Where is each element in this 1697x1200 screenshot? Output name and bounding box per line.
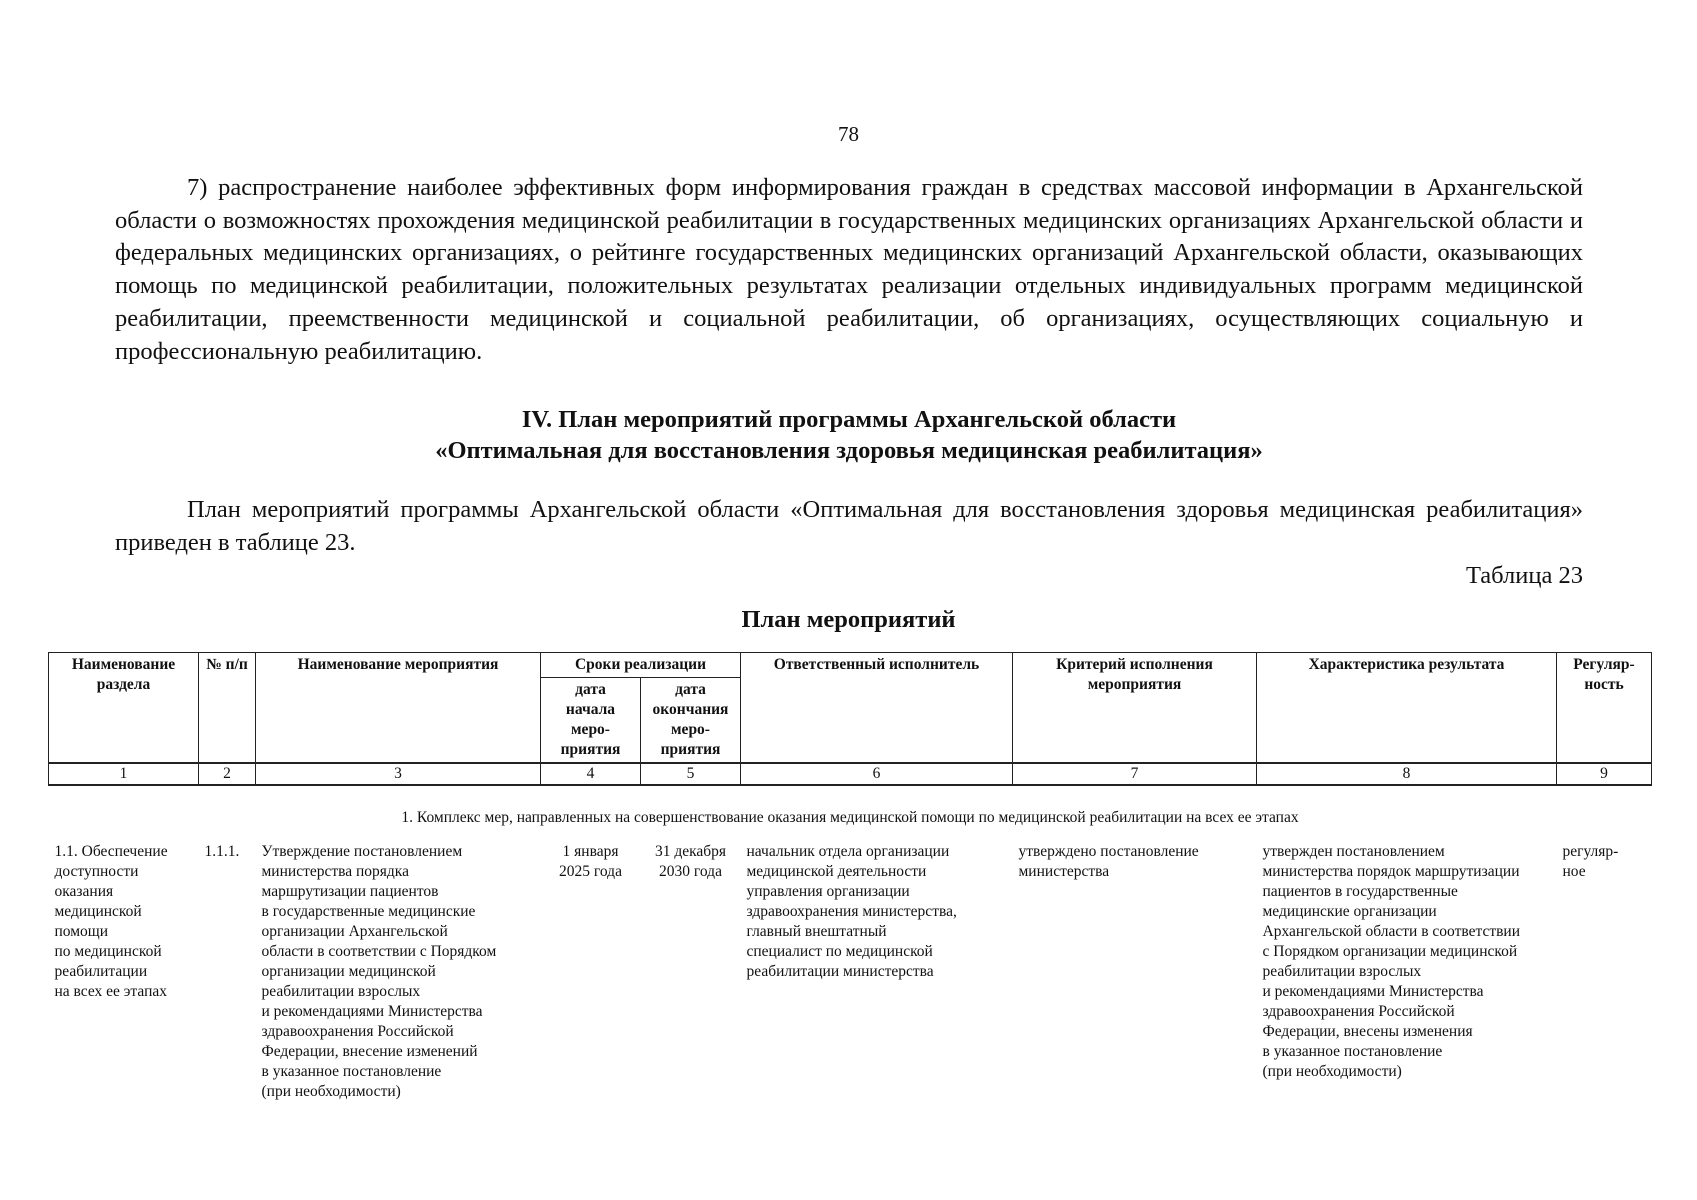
column-number: 5 xyxy=(641,763,741,785)
header-row xyxy=(49,653,1652,678)
cell-start-date: 1 января 2025 года xyxy=(559,843,622,880)
cell-end-date: 31 декабря 2030 года xyxy=(654,843,727,880)
section-title: 1. Комплекс мер, направленных на совершенствование оказания медицинской помощи по медицинской реабилитации на всех ее этапах xyxy=(401,809,1299,826)
header-executor: Ответственный исполнитель xyxy=(741,653,1013,764)
column-number-row xyxy=(49,763,1652,785)
paragraph-text: 7) распространение наиболее эффективных форм информирования граждан в средствах массовой информации в Архангельской области о возможностях прохождения медицинской реабилитации в государственных медицинских организациях Архангельской области и федеральных медицинских организациях, о рейтинге государственных медицинских организаций Архангельской области, оказывающих помощь по медицинской реабилитации, положительных результатах реализации отдельных индивидуальных программ медицинской реабилитации, преемственности медицинской и социальной реабилитации, об организациях, осуществляющих социальную и профессиональную реабилитацию. xyxy=(115,174,1583,365)
section-heading-line-1: IV. План мероприятий программы Архангельской области xyxy=(521,406,1177,433)
column-number: 6 xyxy=(741,763,1013,785)
header-criterion: Критерий исполнения мероприятия xyxy=(1013,653,1257,764)
header-result: Характеристика результата xyxy=(1257,653,1557,764)
header-end-date: дата окончания меро- приятия xyxy=(641,678,741,764)
cell-criterion: утверждено постановление министерства xyxy=(1018,843,1199,880)
cell-section: 1.1. Обеспечение доступности оказания медицинской помощи по медицинской реабилитации на всех ее этапах xyxy=(54,843,168,1000)
column-number: 9 xyxy=(1557,763,1652,785)
paragraph-text: План мероприятий программы Архангельской области «Оптимальная для восстановления здоровья медицинская реабилитация» приведен в таблице 23. xyxy=(115,496,1583,556)
paragraph-plan-reference xyxy=(115,494,1583,559)
cell-event: Утверждение постановлением министерства порядка маршрутизации пациентов в государственные медицинские организации Архангельской области в соответствии с Порядком организации медицинской реабилитации взрослых и рекомендациями Министерства здравоохранения Российской Федерации, внесение изменений в указанное постановление (при необходимости) xyxy=(261,843,497,1100)
cell-result: утвержден постановлением министерства порядок маршрутизации пациентов в государственные медицинские организации Архангельской области в соответствии с Порядком организации медицинской реабилитации взрослых и рекомендациями Министерства здравоохранения Российской Федерации, внесены изменения в указанное постановление (при необходимости) xyxy=(1262,843,1521,1080)
spacer-row xyxy=(49,785,1652,800)
column-number: 4 xyxy=(541,763,641,785)
cell-executor: начальник отдела организации медицинской деятельности управления организации здравоохранения министерства, главный внештатный специалист по медицинской реабилитации министерства xyxy=(746,843,957,980)
header-event-name: Наименование мероприятия xyxy=(256,653,541,764)
header-number: № п/п xyxy=(199,653,256,764)
column-number: 1 xyxy=(49,763,199,785)
section-heading xyxy=(115,404,1583,466)
table-title: План мероприятий xyxy=(741,606,956,633)
section-title-row xyxy=(49,800,1652,842)
column-number: 7 xyxy=(1013,763,1257,785)
section-heading-line-2: «Оптимальная для восстановления здоровья медицинская реабилитация» xyxy=(435,437,1263,464)
header-section-name: Наименование раздела xyxy=(49,653,199,764)
cell-regularity: регуляр- ное xyxy=(1562,843,1619,880)
column-number: 3 xyxy=(256,763,541,785)
spacer xyxy=(49,785,1652,800)
table-row xyxy=(49,842,1652,1102)
cell-number: 1.1.1. xyxy=(204,843,240,860)
plan-table xyxy=(48,652,1652,1102)
table-label: Таблица 23 xyxy=(1465,562,1583,589)
paragraph-info-dissemination xyxy=(115,172,1583,368)
page-number: 78 xyxy=(838,122,859,146)
header-terms: Сроки реализации xyxy=(541,653,741,678)
column-number: 8 xyxy=(1257,763,1557,785)
header-regularity: Регуляр- ность xyxy=(1557,653,1652,764)
header-start-date: дата начала меро- приятия xyxy=(541,678,641,764)
column-number: 2 xyxy=(199,763,256,785)
